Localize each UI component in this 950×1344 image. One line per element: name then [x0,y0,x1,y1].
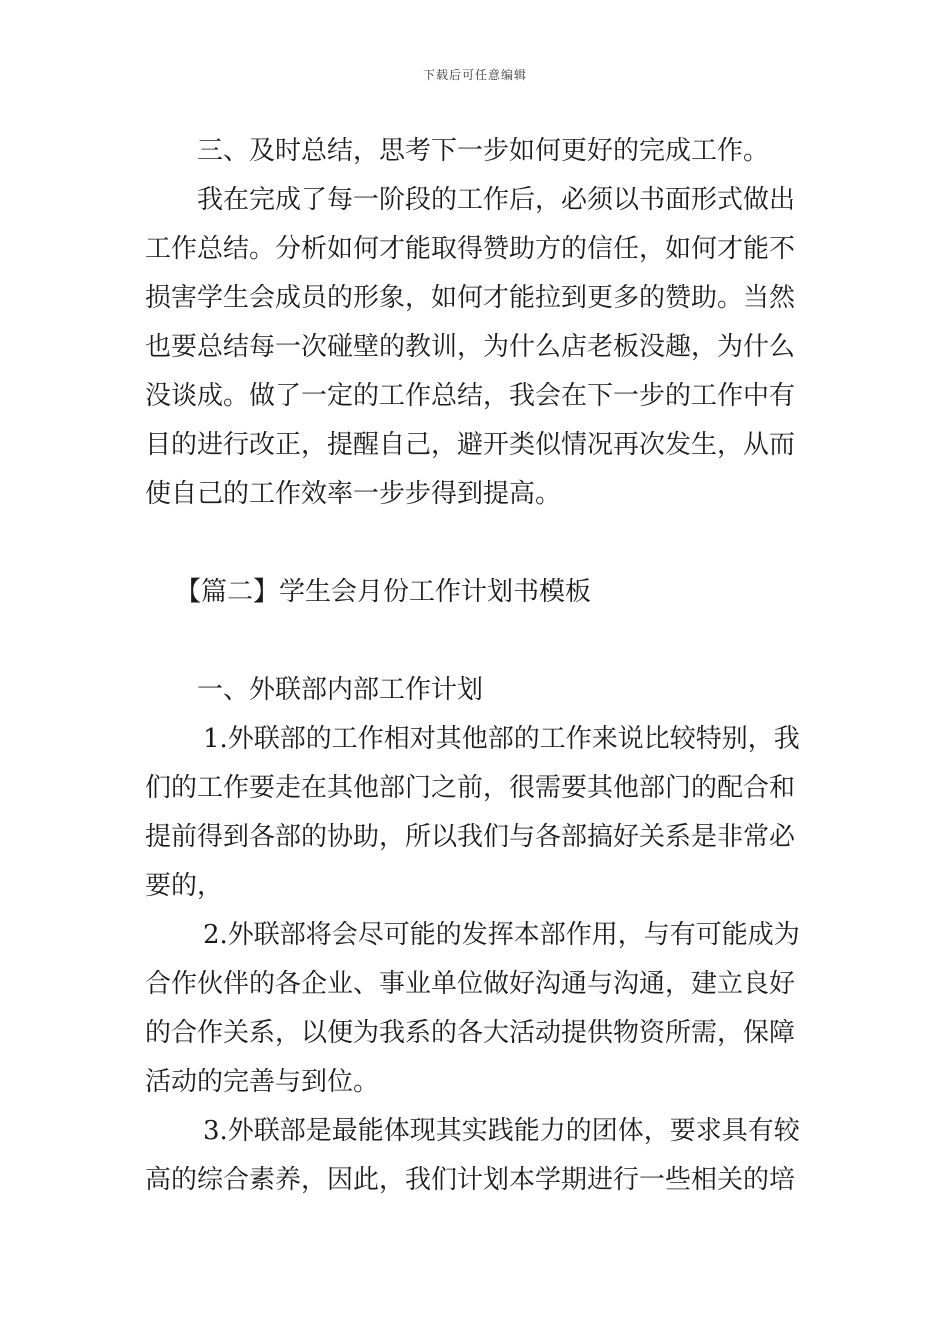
paragraph-line: 使自己的工作效率一步步得到提高。 [145,479,562,509]
paragraph-line: 没谈成。做了一定的工作总结，我会在下一步的工作中有 [145,381,796,411]
paragraph-line: 活动的完善与到位。 [145,1067,380,1097]
paragraph-line: 合作伙伴的各企业、事业单位做好沟通与沟通，建立良好 [145,969,796,999]
section-heading: 三、及时总结，思考下一步如何更好的完成工作。 [197,136,770,166]
spacer [145,519,805,568]
list-item [145,1107,805,1205]
paragraph-line: 1.外联部的工作相对其他部的工作来说比较特别，我 [203,724,800,754]
paragraph-line: 们的工作要走在其他部门之前，很需要其他部门的配合和 [145,773,796,803]
paragraph-line: 我在完成了每一阶段的工作后，必须以书面形式做出 [197,185,796,215]
paragraph-line: 提前得到各部的协助，所以我们与各部搞好关系是非常必 [145,822,796,852]
paragraph-line: 3.外联部是最能体现其实践能力的团体，要求具有较 [203,1116,800,1146]
list-item [145,715,805,911]
paragraph-line: 2.外联部将会尽可能的发挥本部作用，与有可能成为 [203,920,800,950]
page-header-note: 下载后可任意编辑 [422,68,527,82]
list-item [145,911,805,1107]
paragraph-line: 目的进行改正，提醒自己，避开类似情况再次发生，从而 [145,430,796,460]
paragraph-line: 工作总结。分析如何才能取得赞助方的信任，如何才能不 [145,234,796,264]
paragraph-line: 损害学生会成员的形象，如何才能拉到更多的赞助。当然 [145,283,796,313]
paragraph-summary [145,176,805,519]
document-body [145,127,805,1205]
chapter-title: 【篇二】学生会月份工作计划书模板 [175,577,592,607]
sub-heading: 一、外联部内部工作计划 [197,675,484,705]
paragraph-line: 的合作关系，以便为我系的各大活动提供物资所需，保障 [145,1018,796,1048]
paragraph-line: 也要总结每一次碰壁的教训，为什么店老板没趣，为什么 [145,332,796,362]
spacer [145,617,805,666]
paragraph-line: 要的， [145,871,224,901]
paragraph-line: 高的综合素养，因此，我们计划本学期进行一些相关的培 [145,1165,796,1195]
